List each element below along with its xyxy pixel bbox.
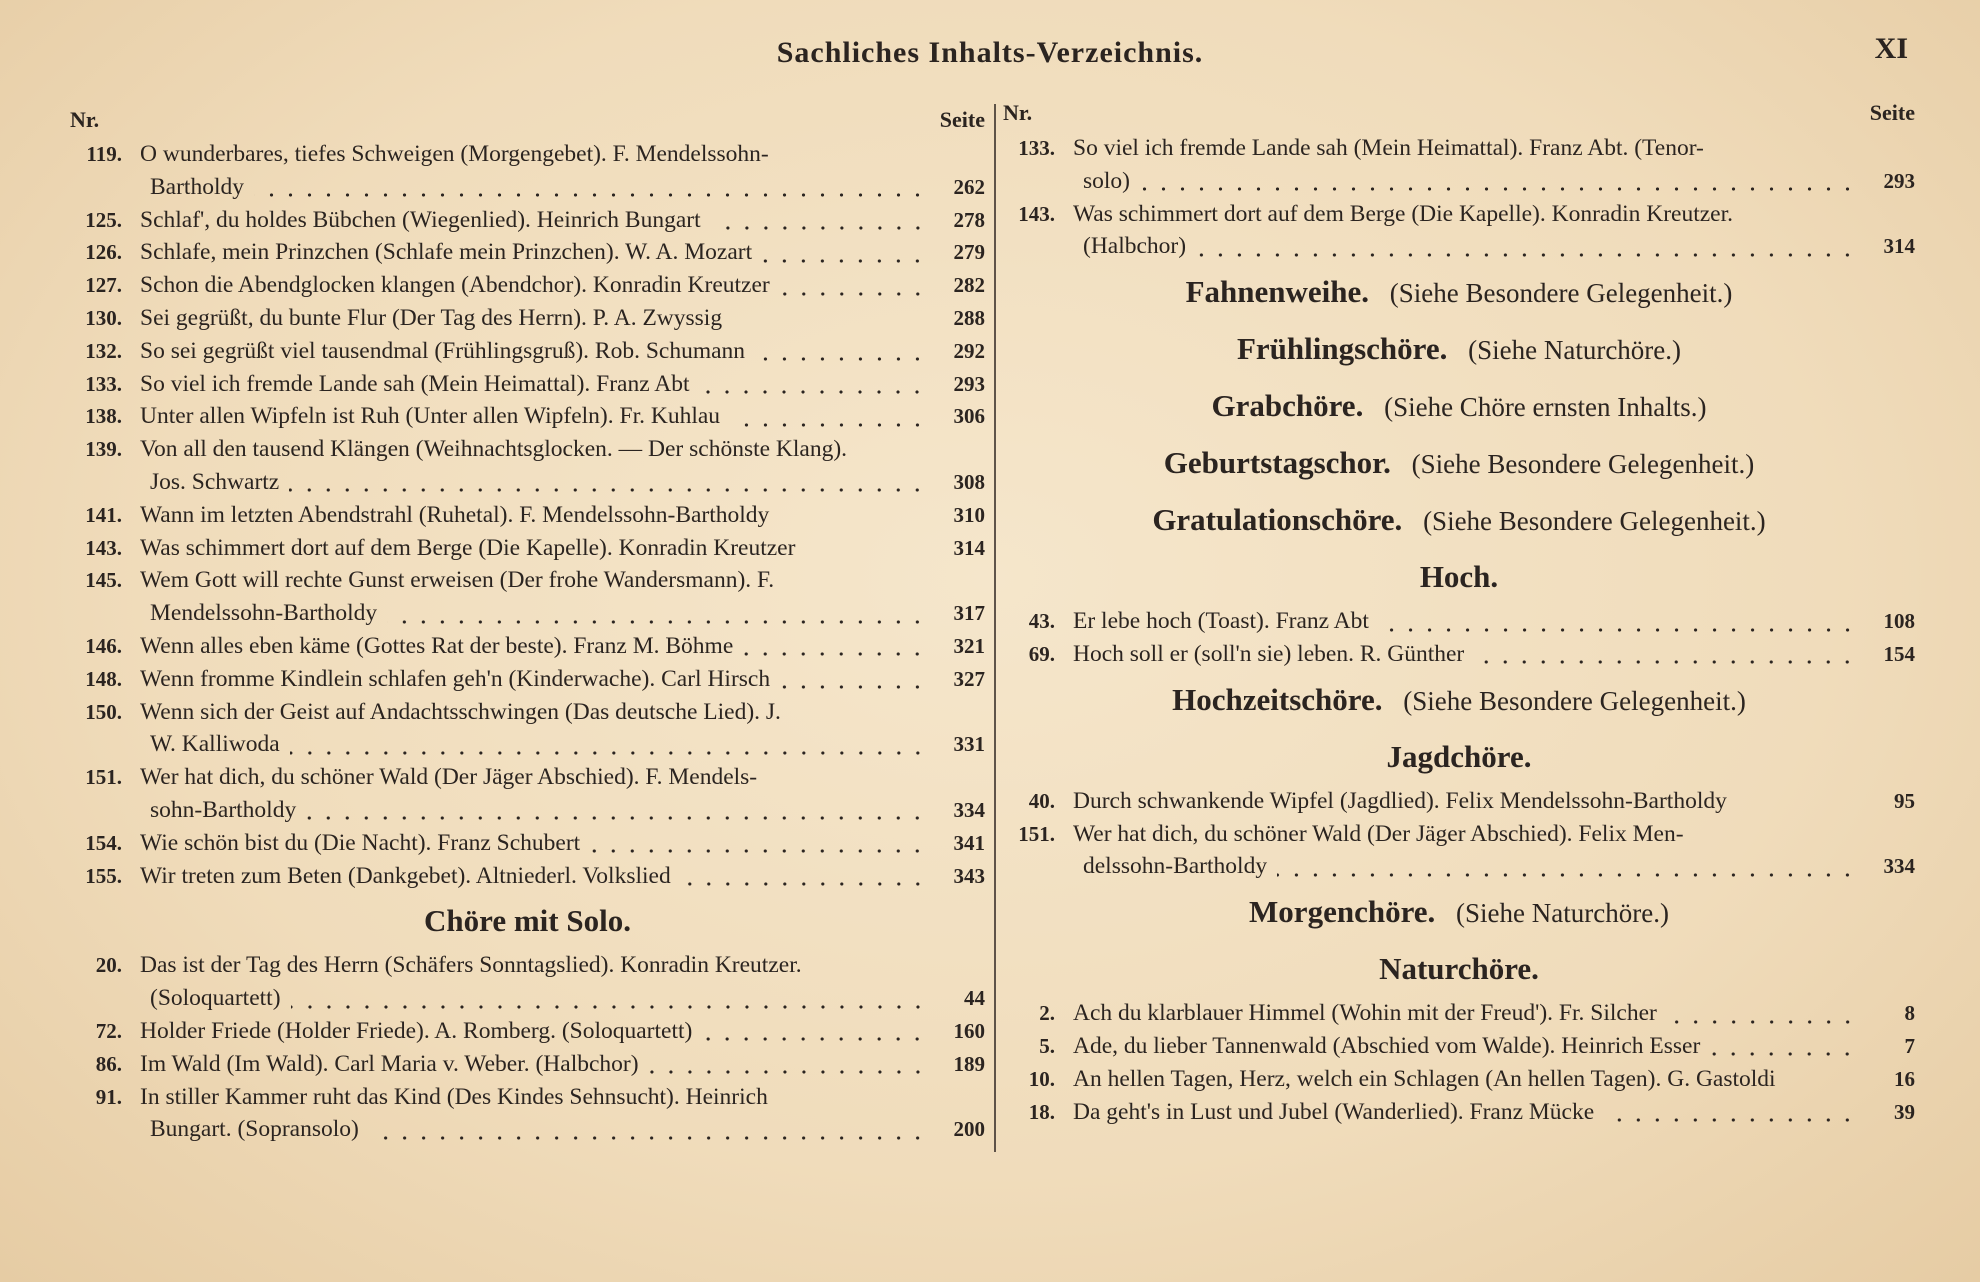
entry-page: 334 — [953, 797, 985, 822]
entry-text: Hoch soll er (soll'n sie) leben. R. Günther — [1073, 640, 1465, 667]
toc-entry — [70, 400, 985, 433]
entry-number: 146. — [85, 633, 122, 658]
entry-page: 8 — [1904, 1001, 1915, 1026]
entry-number: 119. — [86, 142, 122, 166]
dot-leader — [649, 1070, 927, 1074]
section-title: Chöre mit Solo. — [424, 903, 631, 939]
section-note: (Siehe Besondere Gelegenheit.) — [1403, 685, 1746, 716]
entry-page: 39 — [1894, 1099, 1915, 1124]
dot-leader — [762, 259, 927, 263]
column-divider — [994, 104, 996, 1152]
toc-entry — [70, 368, 985, 401]
dot-leader — [702, 1037, 927, 1041]
toc-entry — [70, 1015, 985, 1048]
entry-page: 321 — [953, 633, 985, 658]
entry-text: Wer hat dich, du schöner Wald (Der Jäger Abschied). Felix Men- — [1073, 820, 1684, 847]
entry-line — [70, 400, 985, 433]
entry-page: 160 — [953, 1018, 985, 1043]
toc-entry — [1003, 132, 1915, 198]
entry-number: 139. — [85, 437, 122, 462]
toc-entry — [70, 860, 985, 893]
entry-line — [70, 860, 985, 893]
entry-line — [1083, 850, 1915, 883]
entry-number: 20. — [95, 953, 122, 978]
entry-page: 306 — [953, 404, 985, 429]
entry-text: sohn-Bartholdy — [150, 796, 297, 823]
entry-page: 189 — [953, 1051, 985, 1076]
entry-text: Schon die Abendglocken klangen (Abendchor). Konradin Kreutzer — [140, 272, 770, 299]
entry-page: 314 — [1883, 234, 1915, 259]
nr-label: Nr. — [1003, 100, 1033, 125]
entry-number: 133. — [1018, 136, 1055, 160]
entry-text: Schlafe, mein Prinzchen (Schlafe mein Prinzchen). W. A. Mozart — [140, 239, 753, 266]
entry-page: 293 — [953, 371, 985, 396]
entry-text: Mendelssohn-Bartholdy — [150, 600, 378, 627]
toc-entry — [1003, 1030, 1915, 1063]
entry-text: Bungart. (Sopransolo) — [150, 1116, 359, 1143]
entry-line — [150, 171, 985, 204]
entry-text: So viel ich fremde Lande sah (Mein Heimattal). Franz Abt. (Tenor- — [1073, 135, 1704, 161]
section-title: Fahnenweihe. — [1185, 274, 1370, 310]
entry-line — [70, 368, 985, 401]
entry-text: Im Wald (Im Wald). Carl Maria v. Weber. (Halbchor) — [140, 1050, 639, 1077]
toc-entry — [1003, 605, 1915, 638]
entry-text: Bartholdy — [150, 173, 244, 200]
entry-page: 314 — [953, 535, 985, 560]
section-heading — [1003, 263, 1915, 320]
section-heading — [1003, 883, 1915, 940]
dot-leader — [289, 488, 927, 492]
entry-number: 125. — [85, 207, 122, 232]
section-title: Grabchöre. — [1211, 388, 1364, 424]
entry-text: Wem Gott will rechte Gunst erweisen (Der frohe Wandersmann). F. — [140, 567, 775, 594]
entry-page: 293 — [1883, 168, 1915, 193]
entry-text: Wer hat dich, du schöner Wald (Der Jäger Abschied). F. Mendels- — [140, 764, 758, 791]
dot-leader — [1474, 660, 1857, 664]
toc-entry — [70, 949, 985, 1015]
entry-line — [70, 138, 985, 171]
entry-page: 331 — [953, 732, 985, 757]
toc-entry — [70, 302, 985, 335]
entry-number: 132. — [85, 338, 122, 363]
entry-page: 95 — [1894, 788, 1915, 813]
entry-page: 108 — [1883, 609, 1915, 634]
entry-line — [150, 728, 985, 761]
entry-number: 72. — [95, 1018, 122, 1043]
entry-page: 7 — [1904, 1033, 1915, 1058]
toc-entry — [70, 433, 985, 499]
dot-leader — [780, 292, 927, 296]
section-note: (Siehe Besondere Gelegenheit.) — [1411, 449, 1755, 480]
left-column — [70, 100, 985, 1146]
entry-page: 343 — [953, 863, 985, 888]
section-heading — [1003, 548, 1915, 605]
entry-text: (Soloquartett) — [150, 985, 281, 1012]
entry-page: 308 — [953, 469, 985, 494]
toc-entry — [1003, 198, 1915, 264]
entry-line — [70, 949, 985, 982]
entry-number: 126. — [85, 240, 122, 265]
entry-line — [70, 1015, 985, 1048]
entry-text: Durch schwankende Wipfel (Jagdlied). Felix Mendelssohn-Bartholdy — [1073, 787, 1727, 814]
toc-entry — [70, 761, 985, 827]
entry-line — [1003, 638, 1915, 671]
dot-leader — [290, 751, 927, 755]
entry-page: 278 — [953, 207, 985, 232]
dot-leader — [387, 620, 927, 624]
entry-page: 44 — [964, 986, 985, 1011]
entry-line — [1003, 132, 1915, 165]
entry-line — [70, 630, 985, 663]
section-heading — [70, 892, 985, 949]
entry-page: 341 — [953, 830, 985, 855]
entry-text: Da geht's in Lust und Jubel (Wanderlied). Franz Mücke — [1073, 1098, 1595, 1125]
section-title: Jagdchöre. — [1386, 738, 1532, 774]
dot-leader — [369, 1136, 927, 1140]
entry-number: 130. — [85, 305, 122, 330]
entry-text: Von all den tausend Klängen (Weihnachtsglocken. — Der schönste Klang). — [140, 436, 848, 463]
toc-entry — [70, 696, 985, 762]
dot-leader — [1667, 1020, 1857, 1024]
entry-text: W. Kalliwoda — [150, 731, 280, 758]
entry-number: 143. — [1018, 201, 1055, 226]
entry-line — [70, 532, 985, 565]
toc-entry — [1003, 785, 1915, 818]
toc-entry — [1003, 997, 1915, 1030]
entry-line — [70, 696, 985, 729]
section-title: Gratulationschöre. — [1152, 502, 1403, 538]
dot-leader — [1604, 1118, 1857, 1122]
dot-leader — [711, 226, 927, 230]
dot-leader — [681, 882, 927, 886]
entry-text: Ach du klarblauer Himmel (Wohin mit der Freud'). Fr. Silcher — [1073, 1000, 1657, 1027]
entry-number: 127. — [85, 273, 122, 298]
entry-number: 145. — [85, 568, 122, 593]
entry-page: 292 — [953, 338, 985, 363]
entry-page: 327 — [953, 666, 985, 691]
entry-line — [1003, 1030, 1915, 1063]
section-title: Frühlingschöre. — [1236, 331, 1448, 367]
entry-line — [70, 499, 985, 532]
section-heading — [1003, 491, 1915, 548]
entry-text: Was schimmert dort auf dem Berge (Die Kapelle). Konradin Kreutzer. — [1073, 200, 1734, 227]
entry-text: Wie schön bist du (Die Nacht). Franz Schubert — [140, 829, 581, 856]
entry-line — [70, 204, 985, 237]
entry-text: Ade, du lieber Tannenwald (Abschied vom Walde). Heinrich Esser — [1073, 1032, 1701, 1059]
section-title: Morgenchöre. — [1249, 894, 1436, 930]
entry-text: Das ist der Tag des Herrn (Schäfers Sonntagslied). Konradin Kreutzer. — [140, 952, 802, 979]
toc-entry — [70, 663, 985, 696]
section-heading — [1003, 377, 1915, 434]
dot-leader — [590, 849, 927, 853]
entry-text: Unter allen Wipfeln ist Ruh (Unter allen Wipfeln). Fr. Kuhlau — [140, 403, 721, 430]
entry-page: 154 — [1883, 641, 1915, 666]
entry-number: 148. — [85, 666, 122, 691]
toc-entry — [1003, 1096, 1915, 1129]
entry-page: 310 — [953, 502, 985, 527]
entry-line — [70, 335, 985, 368]
entry-page: 317 — [953, 601, 985, 626]
entry-line — [1083, 165, 1915, 198]
entry-text: An hellen Tagen, Herz, welch ein Schlagen (An hellen Tagen). G. Gastoldi — [1073, 1065, 1776, 1092]
entry-text: Holder Friede (Holder Friede). A. Romberg. (Soloquartett) — [140, 1017, 693, 1044]
section-note: (Siehe Naturchöre.) — [1456, 898, 1669, 929]
entry-number: 2. — [1039, 1001, 1055, 1026]
entry-text: Wann im letzten Abendstrahl (Ruhetal). F. Mendelssohn-Bartholdy — [140, 501, 770, 528]
entry-page: 282 — [953, 273, 985, 298]
entry-number: 5. — [1039, 1033, 1055, 1058]
entry-number: 86. — [95, 1051, 122, 1076]
entry-number: 141. — [85, 502, 122, 527]
dot-leader — [743, 652, 927, 656]
toc-entry — [70, 1081, 985, 1147]
entry-number: 10. — [1028, 1066, 1055, 1091]
toc-entry — [70, 138, 985, 204]
entry-line — [70, 663, 985, 696]
entry-line — [1003, 997, 1915, 1030]
entry-text: In stiller Kammer ruht das Kind (Des Kindes Sehnsucht). Heinrich — [140, 1083, 768, 1110]
entry-line — [1083, 230, 1915, 263]
entry-number: 69. — [1028, 641, 1055, 666]
entry-line — [1003, 198, 1915, 231]
entry-page: 288 — [953, 305, 985, 330]
dot-leader — [1379, 628, 1857, 632]
entry-number: 151. — [1018, 821, 1055, 846]
dot-leader — [254, 193, 927, 197]
page-label: Seite — [939, 107, 985, 132]
dot-leader — [755, 357, 927, 361]
entry-number: 155. — [85, 863, 122, 888]
page-title: Sachliches Inhalts-Verzeichnis. — [776, 36, 1204, 69]
toc-entry — [1003, 1063, 1915, 1096]
section-heading — [1003, 434, 1915, 491]
dot-leader — [699, 390, 927, 394]
toc-entry — [70, 1048, 985, 1081]
entry-number: 40. — [1028, 788, 1055, 813]
toc-entry — [70, 630, 985, 663]
entry-line — [70, 1048, 985, 1081]
dot-leader — [730, 423, 927, 427]
toc-entry — [1003, 818, 1915, 884]
section-title: Hochzeitschöre. — [1172, 681, 1383, 717]
toc-entry — [70, 564, 985, 630]
section-note: (Siehe Chöre ernsten Inhalts.) — [1384, 392, 1707, 423]
entry-number: 143. — [85, 535, 122, 560]
entry-line — [70, 827, 985, 860]
section-note: (Siehe Besondere Gelegenheit.) — [1389, 278, 1733, 309]
entry-number: 138. — [85, 404, 122, 429]
entry-number: 133. — [85, 371, 122, 396]
toc-entry — [70, 204, 985, 237]
entry-page: 262 — [953, 174, 985, 199]
toc-entry — [70, 335, 985, 368]
column-header — [1003, 94, 1915, 132]
entry-text: Wenn alles eben käme (Gottes Rat der beste). Franz M. Böhme — [140, 632, 734, 659]
entry-line — [1003, 785, 1915, 818]
entry-line — [150, 466, 985, 499]
entry-text: Wenn sich der Geist auf Andachtsschwingen (Das deutsche Lied). J. — [140, 698, 781, 725]
dot-leader — [1710, 1052, 1857, 1056]
entry-line — [70, 269, 985, 302]
toc-entry — [70, 532, 985, 565]
entry-page: 334 — [1883, 854, 1915, 879]
entry-number: 150. — [85, 699, 122, 724]
entry-text: solo) — [1083, 167, 1130, 194]
entry-line — [1003, 1063, 1915, 1096]
entry-number: 18. — [1028, 1099, 1055, 1124]
entry-page: 16 — [1894, 1066, 1915, 1091]
entry-text: So sei gegrüßt viel tausendmal (Frühlingsgruß). Rob. Schumann — [140, 337, 746, 364]
dot-leader — [1140, 187, 1857, 191]
entry-page: 200 — [953, 1117, 985, 1142]
entry-text: Wir treten zum Beten (Dankgebet). Altniederl. Volkslied — [140, 862, 671, 889]
section-title: Geburtstagschor. — [1163, 445, 1391, 481]
entry-page: 279 — [953, 240, 985, 265]
right-column — [1003, 94, 1915, 1128]
dot-leader — [780, 685, 927, 689]
entry-line — [70, 564, 985, 597]
column-header — [70, 100, 985, 140]
entry-number: 151. — [85, 765, 122, 790]
entry-line — [150, 597, 985, 630]
entry-number: 154. — [85, 830, 122, 855]
toc-entry — [1003, 638, 1915, 671]
section-note: (Siehe Naturchöre.) — [1468, 335, 1682, 366]
section-note: (Siehe Besondere Gelegenheit.) — [1423, 506, 1766, 537]
entry-line — [70, 302, 985, 335]
section-heading — [1003, 940, 1915, 997]
entry-number: 43. — [1028, 609, 1055, 634]
entry-line — [1003, 605, 1915, 638]
entry-text: Schlaf', du holdes Bübchen (Wiegenlied). Heinrich Bungart — [140, 206, 701, 233]
section-title: Naturchöre. — [1379, 951, 1539, 987]
entry-line — [70, 236, 985, 269]
dot-leader — [306, 816, 927, 820]
section-heading — [1003, 671, 1915, 728]
entry-text: Er lebe hoch (Toast). Franz Abt — [1073, 608, 1369, 635]
entry-text: O wunderbares, tiefes Schweigen (Morgengebet). F. Mendelssohn- — [140, 141, 769, 167]
entry-line — [150, 982, 985, 1015]
toc-entry — [70, 499, 985, 532]
entry-text: delssohn-Bartholdy — [1083, 853, 1268, 880]
entry-line — [150, 794, 985, 827]
entry-line — [1003, 1096, 1915, 1129]
section-title: Hoch. — [1419, 559, 1499, 595]
entry-line — [70, 433, 985, 466]
entry-text: (Halbchor) — [1083, 233, 1187, 260]
entry-line — [70, 761, 985, 794]
entry-number: 91. — [95, 1084, 122, 1109]
nr-label: Nr. — [70, 107, 100, 132]
section-heading — [1003, 320, 1915, 377]
toc-entry — [70, 236, 985, 269]
entry-line — [150, 1113, 985, 1146]
dot-leader — [1196, 253, 1857, 257]
entry-line — [1003, 818, 1915, 851]
dot-leader — [1277, 873, 1857, 877]
entry-text: Sei gegrüßt, du bunte Flur (Der Tag des Herrn). P. A. Zwyssig — [140, 304, 723, 331]
page-number: XI — [1874, 32, 1908, 65]
entry-text: Wenn fromme Kindlein schlafen geh'n (Kinderwache). Carl Hirsch — [140, 665, 771, 692]
entry-text: Was schimmert dort auf dem Berge (Die Kapelle). Konradin Kreutzer — [140, 534, 796, 561]
entry-text: Jos. Schwartz — [150, 468, 280, 495]
toc-entry — [70, 269, 985, 302]
toc-entry — [70, 827, 985, 860]
page-label: Seite — [1869, 100, 1915, 125]
dot-leader — [291, 1005, 927, 1009]
entry-text: So viel ich fremde Lande sah (Mein Heimattal). Franz Abt — [140, 370, 690, 397]
entry-line — [70, 1081, 985, 1114]
section-heading — [1003, 728, 1915, 785]
